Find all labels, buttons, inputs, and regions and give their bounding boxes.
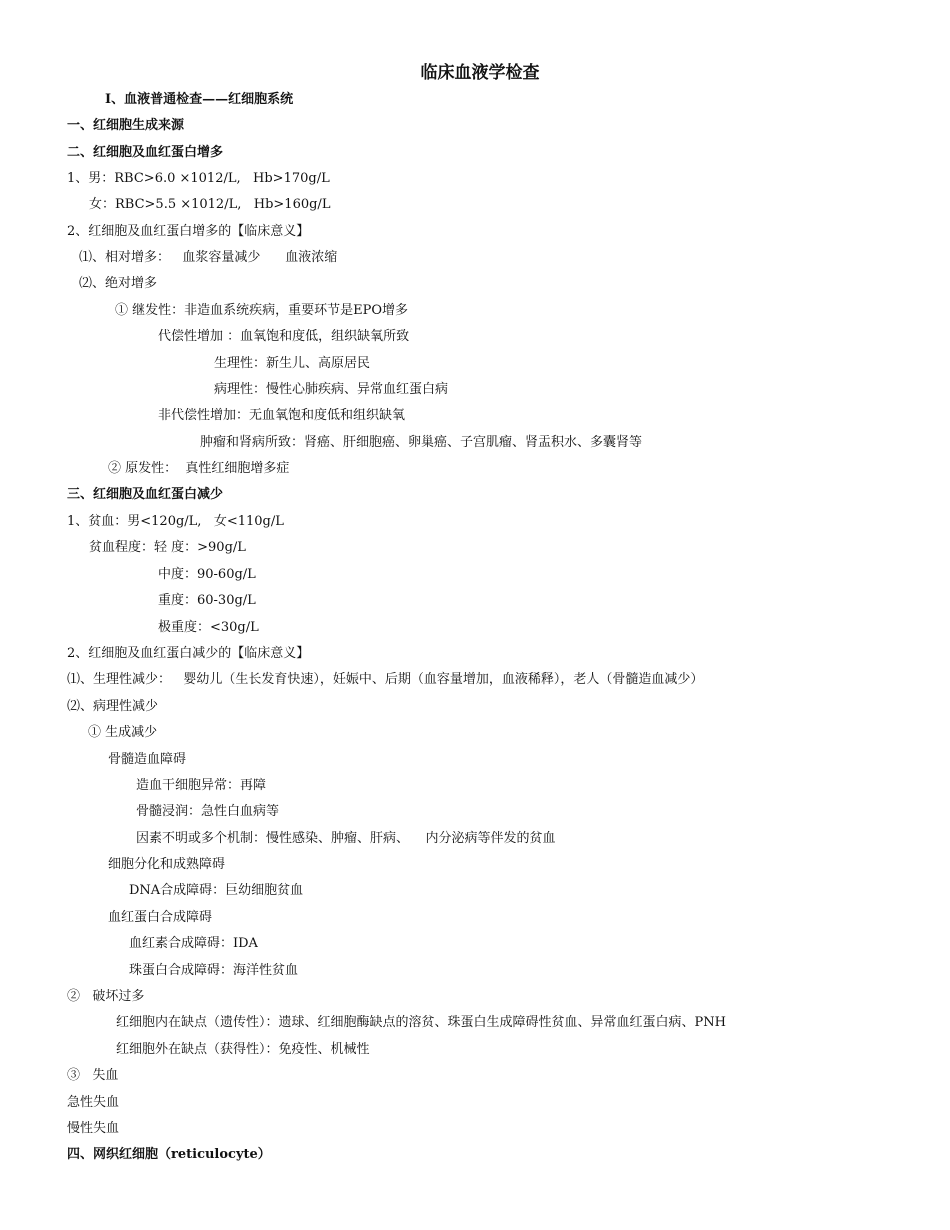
line-production-decrease: ① 生成减少: [88, 725, 158, 740]
line-chronic-loss: 慢性失血: [67, 1121, 120, 1136]
line-extrinsic-defect: 红细胞外在缺点（获得性）：免疫性、机械性: [116, 1042, 370, 1057]
line-marrow-infiltration: 骨髓浸润：急性白血病等: [136, 804, 280, 819]
heading-rbc-increase: 二、红细胞及血红蛋白增多: [67, 145, 224, 160]
line-physiological: 生理性：新生儿、高原居民: [214, 356, 371, 371]
line-anemia-criteria: 1、贫血：男<120g/L, 女<110g/L: [67, 514, 284, 529]
heading-reticulocyte: 四、网织红细胞（reticulocyte）: [67, 1147, 271, 1162]
line-anemia-severe: 重度：60-30g/L: [158, 593, 256, 608]
line-increase-significance: 2、红细胞及血红蛋白增多的【临床意义】: [67, 224, 310, 239]
line-maturation-disorder: 细胞分化和成熟障碍: [108, 857, 226, 872]
line-physiological-decrease: ⑴、生理性减少： 婴幼儿（生长发育快速），妊娠中、后期（血容量增加，血液稀释），老人（骨髓造血减少）: [67, 672, 704, 687]
line-tumor-renal: 肿瘤和肾病所致：肾癌、肝细胞癌、卵巢癌、子宫肌瘤、肾盂积水、多囊肾等: [200, 435, 643, 450]
line-relative-increase: ⑴、相对增多： 血浆容量减少 血液浓缩: [79, 250, 338, 265]
line-secondary: ① 继发性：非造血系统疾病，重要环节是EPO增多: [115, 303, 409, 318]
section-heading-blood-routine: Ⅰ、血液普通检查——红细胞系统: [105, 92, 294, 107]
line-pathological: 病理性：慢性心肺疾病、异常血红蛋白病: [214, 382, 449, 397]
heading-rbc-decrease: 三、红细胞及血红蛋白减少: [67, 487, 224, 502]
document-title: 临床血液学检查: [420, 63, 540, 83]
line-female-criteria: 女：RBC>5.5 ×1012/L, Hb>160g/L: [89, 197, 331, 212]
line-anemia-moderate: 中度：90-60g/L: [158, 567, 256, 582]
line-anemia-mild: 贫血程度：轻 度：>90g/L: [89, 540, 246, 555]
line-pathological-decrease: ⑵、病理性减少: [67, 699, 159, 714]
line-decrease-significance: 2、红细胞及血红蛋白减少的【临床意义】: [67, 646, 310, 661]
line-acute-loss: 急性失血: [67, 1095, 120, 1110]
line-excess-destruction: ② 破坏过多: [67, 989, 145, 1004]
line-stem-cell: 造血干细胞异常：再障: [136, 778, 267, 793]
line-hb-synthesis: 血红蛋白合成障碍: [108, 910, 213, 925]
line-intrinsic-defect: 红细胞内在缺点（遗传性）：遗球、红细胞酶缺点的溶贫、珠蛋白生成障碍性贫血、异常血红蛋白病、PNH: [116, 1015, 726, 1030]
line-anemia-extreme: 极重度：<30g/L: [158, 620, 259, 635]
line-globin-synthesis: 珠蛋白合成障碍：海洋性贫血: [129, 963, 299, 978]
line-marrow-disorder: 骨髓造血障碍: [108, 752, 187, 767]
line-unknown-factors: 因素不明或多个机制：慢性感染、肿瘤、肝病、 内分泌病等伴发的贫血: [136, 831, 556, 846]
heading-rbc-origin: 一、红细胞生成来源: [67, 118, 185, 133]
line-primary: ② 原发性： 真性红细胞增多症: [108, 461, 290, 476]
line-male-criteria: 1、男：RBC>6.0 ×1012/L, Hb>170g/L: [67, 171, 330, 186]
line-dna-synthesis: DNA合成障碍：巨幼细胞贫血: [129, 883, 304, 898]
line-compensatory: 代偿性增加 ：血氧饱和度低，组织缺氧所致: [158, 329, 410, 344]
line-blood-loss: ③ 失血: [67, 1068, 119, 1083]
line-heme-synthesis: 血红素合成障碍：IDA: [129, 936, 258, 951]
line-absolute-increase: ⑵、绝对增多: [79, 276, 158, 291]
line-non-compensatory: 非代偿性增加：无血氧饱和度低和组织缺氧: [158, 408, 406, 423]
